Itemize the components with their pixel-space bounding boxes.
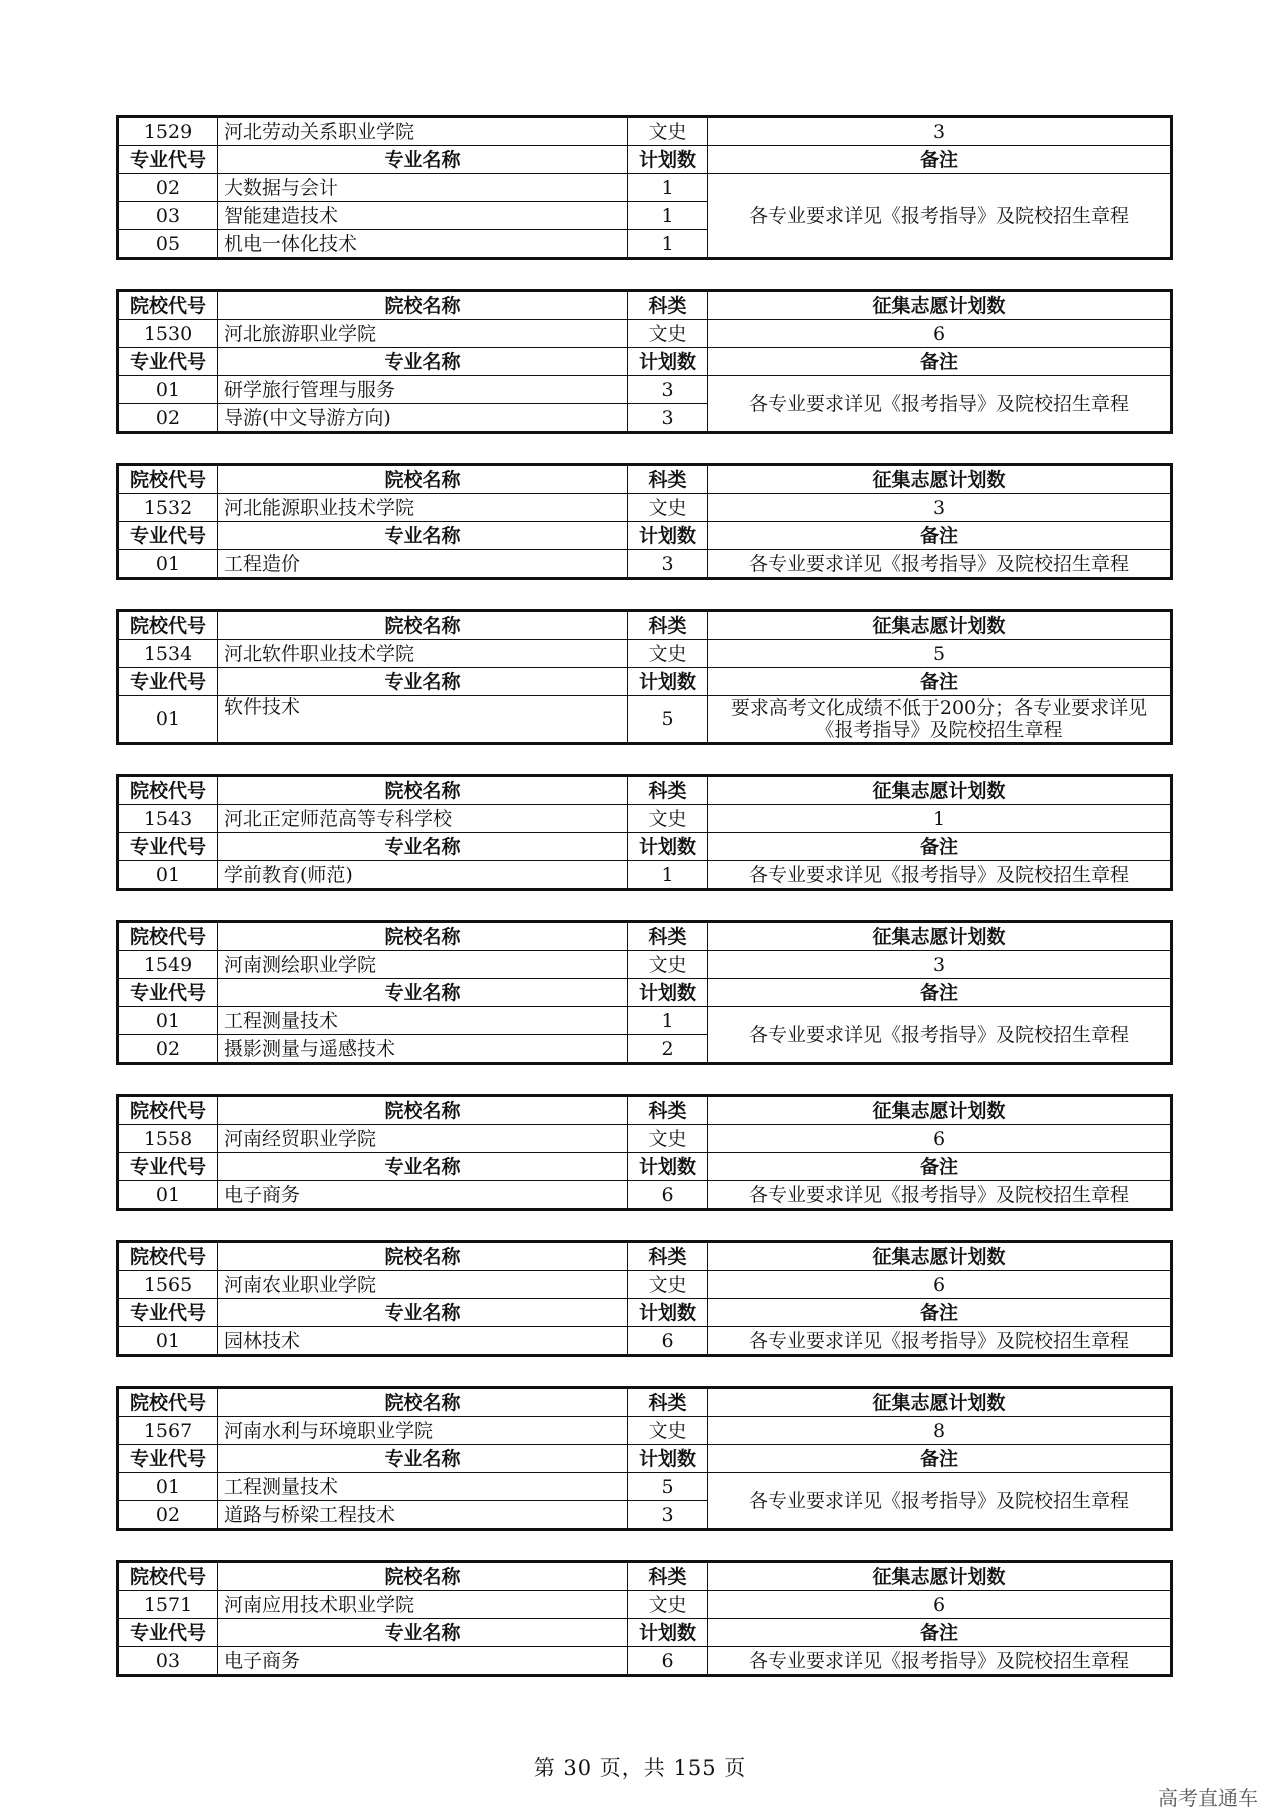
school-row: [118, 117, 1172, 146]
major-row: [118, 1473, 1172, 1501]
school-plan: 8: [708, 1417, 1172, 1445]
school-name-header: 院校名称: [218, 1562, 628, 1591]
school-row: [118, 1591, 1172, 1619]
school-row: [118, 320, 1172, 348]
major-plan: 2: [628, 1035, 708, 1064]
major-code: 01: [118, 696, 218, 744]
major-name-header: 专业名称: [218, 1445, 628, 1473]
major-header-row: [118, 348, 1172, 376]
school-code-header: 院校代号: [118, 1096, 218, 1125]
note: 各专业要求详见《报考指导》及院校招生章程: [708, 550, 1172, 579]
school-code: 1529: [118, 117, 218, 146]
school-code-header: 院校代号: [118, 922, 218, 951]
major-row: [118, 861, 1172, 890]
school-header-row: [118, 1388, 1172, 1417]
school-name: 河南农业职业学院: [218, 1271, 628, 1299]
major-name: 园林技术: [218, 1327, 628, 1356]
school-block-1571: [116, 1560, 1170, 1677]
major-plan: 1: [628, 861, 708, 890]
school-code-header: 院校代号: [118, 1562, 218, 1591]
school-plan: 6: [708, 320, 1172, 348]
note: 各专业要求详见《报考指导》及院校招生章程: [708, 861, 1172, 890]
major-code-header: 专业代号: [118, 668, 218, 696]
school-table: [116, 920, 1173, 1065]
note: 各专业要求详见《报考指导》及院校招生章程: [708, 1007, 1172, 1064]
school-category: 文史: [628, 1417, 708, 1445]
school-category: 文史: [628, 320, 708, 348]
school-header-row: [118, 776, 1172, 805]
major-plan: 6: [628, 1647, 708, 1676]
major-name: 电子商务: [218, 1647, 628, 1676]
school-code: 1565: [118, 1271, 218, 1299]
plan-header: 征集志愿计划数: [708, 465, 1172, 494]
major-code: 02: [118, 1035, 218, 1064]
major-code: 01: [118, 1007, 218, 1035]
major-plan: 5: [628, 1473, 708, 1501]
school-name-header: 院校名称: [218, 291, 628, 320]
category-header: 科类: [628, 291, 708, 320]
major-name-header: 专业名称: [218, 522, 628, 550]
major-code-header: 专业代号: [118, 1619, 218, 1647]
major-header-row: [118, 1299, 1172, 1327]
note: 各专业要求详见《报考指导》及院校招生章程: [708, 1647, 1172, 1676]
note-header: 备注: [708, 1445, 1172, 1473]
major-name: 工程造价: [218, 550, 628, 579]
note-header: 备注: [708, 146, 1172, 174]
major-code: 01: [118, 550, 218, 579]
plan-header: 征集志愿计划数: [708, 291, 1172, 320]
school-category: 文史: [628, 1271, 708, 1299]
major-code: 03: [118, 1647, 218, 1676]
category-header: 科类: [628, 1562, 708, 1591]
school-code: 1571: [118, 1591, 218, 1619]
major-code-header: 专业代号: [118, 348, 218, 376]
watermark: 高考直通车: [1158, 1786, 1258, 1810]
school-table: [116, 774, 1173, 891]
major-name: 工程测量技术: [218, 1473, 628, 1501]
plan-header: 征集志愿计划数: [708, 922, 1172, 951]
school-header-row: [118, 465, 1172, 494]
major-header-row: [118, 1445, 1172, 1473]
school-category: 文史: [628, 1125, 708, 1153]
major-plan: 1: [628, 174, 708, 202]
school-name-header: 院校名称: [218, 1388, 628, 1417]
category-header: 科类: [628, 776, 708, 805]
note: 要求高考文化成绩不低于200分；各专业要求详见《报考指导》及院校招生章程: [708, 696, 1172, 744]
major-name: 道路与桥梁工程技术: [218, 1501, 628, 1530]
major-name: 智能建造技术: [218, 202, 628, 230]
school-header-row: [118, 611, 1172, 640]
plan-header: 征集志愿计划数: [708, 776, 1172, 805]
major-code: 01: [118, 1473, 218, 1501]
school-code: 1567: [118, 1417, 218, 1445]
major-plan: 5: [628, 696, 708, 744]
school-row: [118, 805, 1172, 833]
school-table: [116, 115, 1173, 260]
major-name-header: 专业名称: [218, 1619, 628, 1647]
category-header: 科类: [628, 465, 708, 494]
school-row: [118, 1271, 1172, 1299]
plan-header: 征集志愿计划数: [708, 1096, 1172, 1125]
note-header: 备注: [708, 668, 1172, 696]
major-code: 03: [118, 202, 218, 230]
school-category: 文史: [628, 117, 708, 146]
school-code: 1532: [118, 494, 218, 522]
school-block-1558: [116, 1094, 1170, 1211]
major-code-header: 专业代号: [118, 979, 218, 1007]
major-plan: 3: [628, 550, 708, 579]
major-code-header: 专业代号: [118, 1299, 218, 1327]
major-plan-header: 计划数: [628, 348, 708, 376]
school-code-header: 院校代号: [118, 1388, 218, 1417]
school-table: [116, 463, 1173, 580]
note-header: 备注: [708, 979, 1172, 1007]
school-name-header: 院校名称: [218, 465, 628, 494]
major-name-header: 专业名称: [218, 146, 628, 174]
school-block-1529: [116, 115, 1170, 260]
school-code-header: 院校代号: [118, 611, 218, 640]
note-header: 备注: [708, 1299, 1172, 1327]
major-row: [118, 1007, 1172, 1035]
major-header-row: [118, 668, 1172, 696]
major-code-header: 专业代号: [118, 833, 218, 861]
school-table: [116, 609, 1173, 745]
school-category: 文史: [628, 951, 708, 979]
school-code-header: 院校代号: [118, 776, 218, 805]
school-code: 1534: [118, 640, 218, 668]
school-header-row: [118, 922, 1172, 951]
school-block-1565: [116, 1240, 1170, 1357]
major-header-row: [118, 979, 1172, 1007]
school-name: 河南水利与环境职业学院: [218, 1417, 628, 1445]
major-row: [118, 1327, 1172, 1356]
major-name-header: 专业名称: [218, 1299, 628, 1327]
school-name: 河南应用技术职业学院: [218, 1591, 628, 1619]
plan-header: 征集志愿计划数: [708, 1242, 1172, 1271]
school-plan: 3: [708, 494, 1172, 522]
school-code: 1543: [118, 805, 218, 833]
note-header: 备注: [708, 1619, 1172, 1647]
major-name-header: 专业名称: [218, 348, 628, 376]
major-code-header: 专业代号: [118, 1153, 218, 1181]
category-header: 科类: [628, 1242, 708, 1271]
school-table: [116, 1240, 1173, 1357]
plan-header: 征集志愿计划数: [708, 1388, 1172, 1417]
note: 各专业要求详见《报考指导》及院校招生章程: [708, 1473, 1172, 1530]
major-code: 02: [118, 1501, 218, 1530]
major-plan: 3: [628, 1501, 708, 1530]
school-code-header: 院校代号: [118, 1242, 218, 1271]
school-name: 河北能源职业技术学院: [218, 494, 628, 522]
major-row: [118, 1181, 1172, 1210]
note-header: 备注: [708, 522, 1172, 550]
note-header: 备注: [708, 1153, 1172, 1181]
school-row: [118, 1417, 1172, 1445]
major-plan: 1: [628, 1007, 708, 1035]
major-plan: 6: [628, 1327, 708, 1356]
major-name: 电子商务: [218, 1181, 628, 1210]
major-name: 工程测量技术: [218, 1007, 628, 1035]
school-table: [116, 1386, 1173, 1531]
school-name: 河南测绘职业学院: [218, 951, 628, 979]
major-plan: 1: [628, 202, 708, 230]
major-name: 大数据与会计: [218, 174, 628, 202]
major-plan: 3: [628, 404, 708, 433]
category-header: 科类: [628, 1388, 708, 1417]
school-name-header: 院校名称: [218, 611, 628, 640]
school-block-1543: [116, 774, 1170, 891]
major-plan-header: 计划数: [628, 1445, 708, 1473]
school-category: 文史: [628, 1591, 708, 1619]
major-row: [118, 696, 1172, 744]
major-code: 05: [118, 230, 218, 259]
school-block-1549: [116, 920, 1170, 1065]
major-code: 01: [118, 376, 218, 404]
major-row: [118, 1647, 1172, 1676]
major-header-row: [118, 1153, 1172, 1181]
major-code: 02: [118, 404, 218, 433]
school-name-header: 院校名称: [218, 776, 628, 805]
major-header-row: [118, 146, 1172, 174]
note: 各专业要求详见《报考指导》及院校招生章程: [708, 1327, 1172, 1356]
school-name-header: 院校名称: [218, 922, 628, 951]
school-header-row: [118, 1562, 1172, 1591]
school-plan: 6: [708, 1125, 1172, 1153]
admission-tables: [116, 115, 1170, 1706]
category-header: 科类: [628, 922, 708, 951]
major-plan-header: 计划数: [628, 522, 708, 550]
major-plan: 1: [628, 230, 708, 259]
major-name: 软件技术: [218, 696, 628, 744]
school-name-header: 院校名称: [218, 1096, 628, 1125]
school-plan: 6: [708, 1591, 1172, 1619]
major-plan-header: 计划数: [628, 146, 708, 174]
school-category: 文史: [628, 640, 708, 668]
major-plan-header: 计划数: [628, 1153, 708, 1181]
major-code-header: 专业代号: [118, 146, 218, 174]
school-category: 文史: [628, 805, 708, 833]
school-name: 河南经贸职业学院: [218, 1125, 628, 1153]
note-header: 备注: [708, 348, 1172, 376]
major-name-header: 专业名称: [218, 833, 628, 861]
major-code: 01: [118, 1181, 218, 1210]
school-name: 河北正定师范高等专科学校: [218, 805, 628, 833]
major-plan: 6: [628, 1181, 708, 1210]
school-plan: 3: [708, 951, 1172, 979]
school-block-1567: [116, 1386, 1170, 1531]
category-header: 科类: [628, 611, 708, 640]
school-row: [118, 1125, 1172, 1153]
note-header: 备注: [708, 833, 1172, 861]
plan-header: 征集志愿计划数: [708, 611, 1172, 640]
school-block-1532: [116, 463, 1170, 580]
category-header: 科类: [628, 1096, 708, 1125]
major-code: 01: [118, 861, 218, 890]
major-plan-header: 计划数: [628, 979, 708, 1007]
school-code-header: 院校代号: [118, 291, 218, 320]
school-code-header: 院校代号: [118, 465, 218, 494]
major-name: 研学旅行管理与服务: [218, 376, 628, 404]
school-name: 河北劳动关系职业学院: [218, 117, 628, 146]
school-plan: 3: [708, 117, 1172, 146]
major-name: 学前教育(师范): [218, 861, 628, 890]
school-code: 1558: [118, 1125, 218, 1153]
school-category: 文史: [628, 494, 708, 522]
school-table: [116, 289, 1173, 434]
major-name-header: 专业名称: [218, 1153, 628, 1181]
school-plan: 6: [708, 1271, 1172, 1299]
school-plan: 1: [708, 805, 1172, 833]
major-plan-header: 计划数: [628, 833, 708, 861]
major-name-header: 专业名称: [218, 979, 628, 1007]
major-name: 机电一体化技术: [218, 230, 628, 259]
school-code: 1549: [118, 951, 218, 979]
major-header-row: [118, 522, 1172, 550]
note: 各专业要求详见《报考指导》及院校招生章程: [708, 1181, 1172, 1210]
school-header-row: [118, 291, 1172, 320]
note: 各专业要求详见《报考指导》及院校招生章程: [708, 174, 1172, 259]
major-code-header: 专业代号: [118, 522, 218, 550]
major-code: 01: [118, 1327, 218, 1356]
plan-header: 征集志愿计划数: [708, 1562, 1172, 1591]
note: 各专业要求详见《报考指导》及院校招生章程: [708, 376, 1172, 433]
major-name: 摄影测量与遥感技术: [218, 1035, 628, 1064]
school-table: [116, 1094, 1173, 1211]
major-name-header: 专业名称: [218, 668, 628, 696]
major-plan: 3: [628, 376, 708, 404]
major-plan-header: 计划数: [628, 1619, 708, 1647]
school-block-1534: [116, 609, 1170, 745]
school-name: 河北旅游职业学院: [218, 320, 628, 348]
school-plan: 5: [708, 640, 1172, 668]
school-row: [118, 640, 1172, 668]
school-name: 河北软件职业技术学院: [218, 640, 628, 668]
school-header-row: [118, 1096, 1172, 1125]
major-code: 02: [118, 174, 218, 202]
major-code-header: 专业代号: [118, 1445, 218, 1473]
major-name: 导游(中文导游方向): [218, 404, 628, 433]
school-code: 1530: [118, 320, 218, 348]
school-header-row: [118, 1242, 1172, 1271]
major-header-row: [118, 833, 1172, 861]
major-row: [118, 550, 1172, 579]
major-plan-header: 计划数: [628, 1299, 708, 1327]
school-table: [116, 1560, 1173, 1677]
school-block-1530: [116, 289, 1170, 434]
school-name-header: 院校名称: [218, 1242, 628, 1271]
page-footer: 第 30 页，共 155 页: [533, 1756, 747, 1780]
school-row: [118, 951, 1172, 979]
major-row: [118, 376, 1172, 404]
major-plan-header: 计划数: [628, 668, 708, 696]
school-row: [118, 494, 1172, 522]
major-header-row: [118, 1619, 1172, 1647]
major-row: [118, 174, 1172, 202]
